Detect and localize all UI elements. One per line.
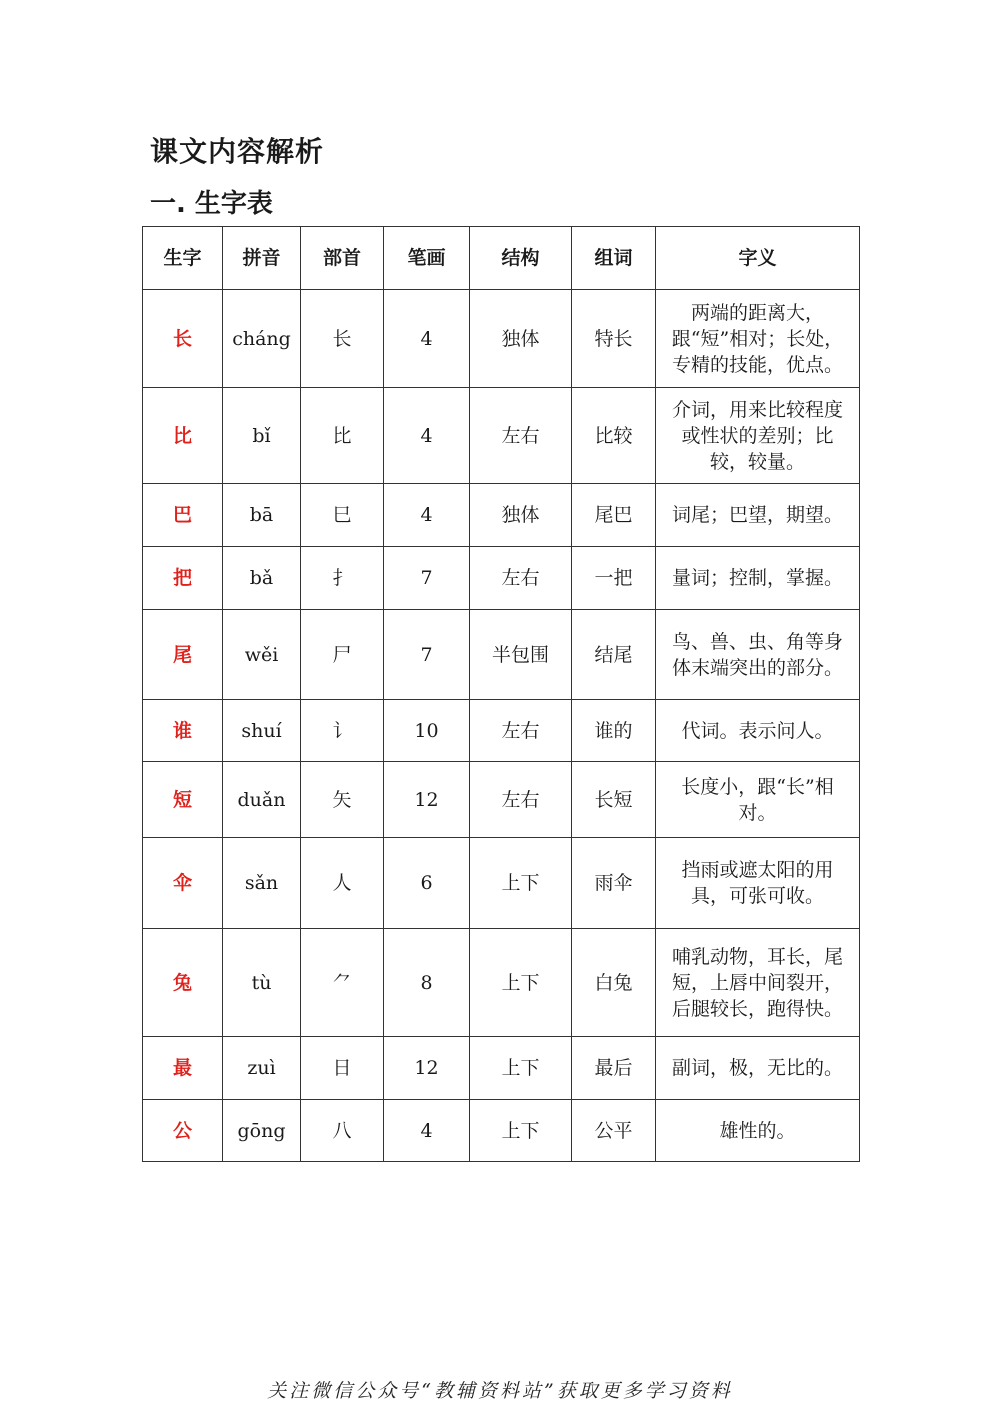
radical-cell: ⺈ (301, 929, 384, 1037)
radical-cell: 巳 (301, 484, 384, 547)
radical-cell: 矢 (301, 762, 384, 838)
section-title: 一. 生字表 (150, 189, 273, 219)
word-cell: 比较 (572, 388, 656, 484)
pinyin-cell: tù (223, 929, 301, 1037)
strokes-cell: 10 (384, 700, 470, 762)
header-radical: 部首 (301, 227, 384, 290)
table-row (143, 388, 860, 484)
meaning-cell: 雄性的。 (656, 1100, 860, 1162)
radical-cell: 讠 (301, 700, 384, 762)
char-cell: 最 (143, 1037, 223, 1100)
header-meaning: 字义 (656, 227, 860, 290)
document-title: 课文内容解析 (150, 135, 325, 168)
structure-cell: 上下 (470, 929, 572, 1037)
meaning-cell: 代词。表示问人。 (656, 700, 860, 762)
radical-cell: 尸 (301, 610, 384, 700)
strokes-cell: 4 (384, 290, 470, 388)
strokes-cell: 7 (384, 610, 470, 700)
structure-cell: 独体 (470, 484, 572, 547)
table-row (143, 1100, 860, 1162)
radical-cell: 扌 (301, 547, 384, 610)
word-cell: 公平 (572, 1100, 656, 1162)
pinyin-cell: bǎ (223, 547, 301, 610)
word-cell: 一把 (572, 547, 656, 610)
radical-cell: 日 (301, 1037, 384, 1100)
strokes-cell: 8 (384, 929, 470, 1037)
char-cell: 长 (143, 290, 223, 388)
word-cell: 特长 (572, 290, 656, 388)
structure-cell: 上下 (470, 838, 572, 929)
radical-cell: 比 (301, 388, 384, 484)
meaning-cell: 副词，极，无比的。 (656, 1037, 860, 1100)
table-row (143, 290, 860, 388)
char-cell: 伞 (143, 838, 223, 929)
word-cell: 结尾 (572, 610, 656, 700)
structure-cell: 左右 (470, 762, 572, 838)
table-row (143, 838, 860, 929)
meaning-cell: 介词，用来比较程度或性状的差别；比较，较量。 (656, 388, 860, 484)
header-word: 组词 (572, 227, 656, 290)
pinyin-cell: gōng (223, 1100, 301, 1162)
table-row (143, 700, 860, 762)
pinyin-cell: bā (223, 484, 301, 547)
strokes-cell: 4 (384, 388, 470, 484)
strokes-cell: 4 (384, 1100, 470, 1162)
strokes-cell: 12 (384, 762, 470, 838)
header-pinyin: 拼音 (223, 227, 301, 290)
word-cell: 雨伞 (572, 838, 656, 929)
header-strokes: 笔画 (384, 227, 470, 290)
word-cell: 谁的 (572, 700, 656, 762)
char-cell: 尾 (143, 610, 223, 700)
meaning-cell: 长度小，跟“长”相对。 (656, 762, 860, 838)
header-char: 生字 (143, 227, 223, 290)
word-cell: 长短 (572, 762, 656, 838)
structure-cell: 左右 (470, 700, 572, 762)
meaning-cell: 鸟、兽、虫、角等身体末端突出的部分。 (656, 610, 860, 700)
table-row (143, 929, 860, 1037)
structure-cell: 左右 (470, 388, 572, 484)
structure-cell: 独体 (470, 290, 572, 388)
radical-cell: 八 (301, 1100, 384, 1162)
char-cell: 把 (143, 547, 223, 610)
table-row (143, 1037, 860, 1100)
char-cell: 短 (143, 762, 223, 838)
char-cell: 公 (143, 1100, 223, 1162)
radical-cell: 人 (301, 838, 384, 929)
pinyin-cell: zuì (223, 1037, 301, 1100)
strokes-cell: 7 (384, 547, 470, 610)
pinyin-cell: bǐ (223, 388, 301, 484)
strokes-cell: 6 (384, 838, 470, 929)
structure-cell: 左右 (470, 547, 572, 610)
char-cell: 巴 (143, 484, 223, 547)
char-cell: 兔 (143, 929, 223, 1037)
char-cell: 谁 (143, 700, 223, 762)
word-cell: 最后 (572, 1037, 656, 1100)
meaning-cell: 哺乳动物，耳长，尾短，上唇中间裂开，后腿较长，跑得快。 (656, 929, 860, 1037)
header-structure: 结构 (470, 227, 572, 290)
word-cell: 白兔 (572, 929, 656, 1037)
table-row (143, 484, 860, 547)
radical-cell: 长 (301, 290, 384, 388)
meaning-cell: 两端的距离大，跟“短”相对；长处，专精的技能，优点。 (656, 290, 860, 388)
meaning-cell: 挡雨或遮太阳的用具，可张可收。 (656, 838, 860, 929)
pinyin-cell: sǎn (223, 838, 301, 929)
meaning-cell: 量词；控制，掌握。 (656, 547, 860, 610)
table-header-row (143, 227, 860, 290)
pinyin-cell: shuí (223, 700, 301, 762)
structure-cell: 半包围 (470, 610, 572, 700)
pinyin-cell: duǎn (223, 762, 301, 838)
word-cell: 尾巴 (572, 484, 656, 547)
table-row (143, 610, 860, 700)
char-cell: 比 (143, 388, 223, 484)
strokes-cell: 4 (384, 484, 470, 547)
structure-cell: 上下 (470, 1100, 572, 1162)
strokes-cell: 12 (384, 1037, 470, 1100)
table-row (143, 547, 860, 610)
meaning-cell: 词尾；巴望，期望。 (656, 484, 860, 547)
footer-promo-note: 关注微信公众号“教辅资料站”获取更多学习资料 (267, 1380, 733, 1402)
vocabulary-table (142, 226, 860, 1162)
pinyin-cell: cháng (223, 290, 301, 388)
table-row (143, 762, 860, 838)
structure-cell: 上下 (470, 1037, 572, 1100)
pinyin-cell: wěi (223, 610, 301, 700)
